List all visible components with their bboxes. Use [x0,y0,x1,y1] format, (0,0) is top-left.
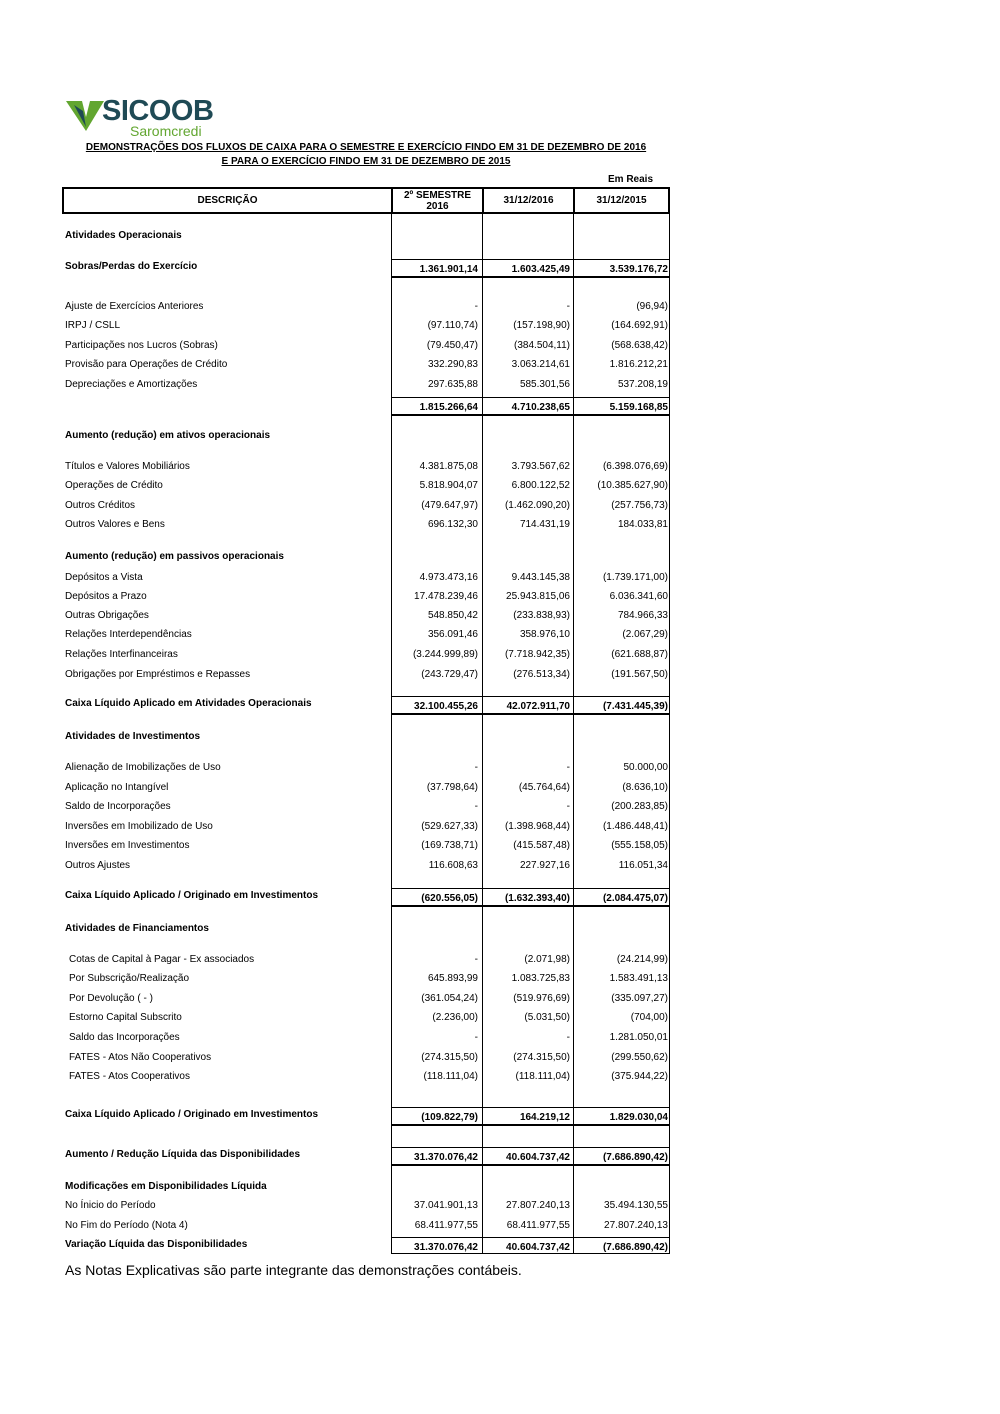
table-row [62,1069,670,1088]
table-row [62,971,670,990]
row-value-1: 297.635,88 [427,379,478,390]
table-row [62,608,670,627]
row-value-1: (79.450,47) [426,340,478,351]
row-value-2: (157.198,90) [513,320,570,331]
table-row [62,729,670,748]
row-label: Participações nos Lucros (Sobras) [65,340,218,351]
row-value-2: (1.398.968,44) [504,821,570,832]
row-value-2: - [566,762,570,773]
row-label: Outros Créditos [65,500,136,511]
row-value-1: 548.850,42 [427,610,478,621]
row-label: Provisão para Operações de Crédito [65,359,228,370]
table-row [62,428,670,447]
row-value-3: 184.033,81 [617,519,668,530]
row-value-3: (568.638,42) [611,340,668,351]
row-value-1: 645.893,99 [427,973,478,984]
row-value-2: 42.072.911,70 [506,701,570,712]
row-value-1: 1.815.266,64 [419,402,478,413]
row-value-3: 537.208,19 [617,379,668,390]
row-label: Cotas de Capital à Pagar - Ex associados [69,954,255,965]
row-value-3: (10.385.627,90) [597,480,668,491]
row-value-2: (45.764,64) [518,782,570,793]
row-value-2: - [566,801,570,812]
table-row [62,397,670,416]
row-value-2: 68.411.977,55 [506,1220,570,1231]
row-value-3: (24.214,99) [616,954,668,965]
row-value-1: (243.729,47) [421,669,478,680]
row-label: No Fim do Período (Nota 4) [65,1220,188,1231]
row-label: Variação Líquida das Disponibilidades [65,1239,248,1250]
row-value-2: (233.838,93) [513,610,570,621]
row-label: Aumento / Redução Líquida das Disponibilidades [65,1149,301,1160]
row-value-1: 17.478.239,46 [414,591,478,602]
row-value-1: 116.608,63 [428,860,478,871]
row-label: Títulos e Valores Mobiliários [65,461,190,472]
row-label: Inversões em Imobilizado de Uso [65,821,213,832]
row-label: FATES - Atos Cooperativos [69,1071,190,1082]
table-row [62,696,670,715]
row-value-3: (1.486.448,41) [602,821,668,832]
row-value-2: 714.431,19 [519,519,570,530]
row-label: Aumento (redução) em passivos operacionais [65,551,284,562]
table-row [62,318,670,337]
table-row [62,627,670,646]
report-title-line-1: DEMONSTRAÇÕES DOS FLUXOS DE CAIXA PARA O SEMESTRE E EXERCÍCIO FINDO EM 31 DE DEZEMBRO DE 2016 [85,142,647,153]
row-value-1: 356.091,46 [427,629,478,640]
row-value-2: 1.083.725,83 [511,973,570,984]
row-value-1: (37.798,64) [426,782,478,793]
table-row [62,589,670,608]
row-label: IRPJ / CSLL [65,320,121,331]
table-row [62,1179,670,1198]
row-value-1: (529.627,33) [421,821,478,832]
row-label: Sobras/Perdas do Exercício [65,261,198,272]
logo-subbrand: Saromcredi [130,123,202,139]
row-value-1: 4.381.875,08 [419,461,478,472]
row-value-1: 31.370.076,42 [414,1242,478,1253]
row-value-2: 164.219,12 [519,1112,570,1123]
table-row [62,780,670,799]
table-row [62,498,670,517]
report-title-line-2: E PARA O EXERCÍCIO FINDO EM 31 DE DEZEMBRO DE 2015 [221,156,511,167]
row-label: Outras Obrigações [65,610,149,621]
table-row [62,1030,670,1049]
row-label: Modificações em Disponibilidades Líquida [65,1181,267,1192]
header-semester: 2º SEMESTRE 2016 [391,187,484,214]
table-row [62,1198,670,1217]
row-label: Relações Interfinanceiras [65,649,178,660]
row-value-1: 32.100.455,26 [414,701,478,712]
row-value-2: (2.071,98) [524,954,570,965]
row-value-1: 37.041.901,13 [414,1200,478,1211]
row-value-1: (97.110,74) [427,320,478,331]
row-label: Por Subscrição/Realização [69,973,190,984]
row-value-3: (164.692,91) [611,320,668,331]
table-row [62,478,670,497]
row-value-2: 1.603.425,49 [511,264,570,275]
row-value-3: (704,00) [630,1012,668,1023]
row-value-3: 784.966,33 [617,610,668,621]
table-row [62,838,670,857]
row-value-1: 5.818.904,07 [419,480,478,491]
row-value-3: 1.816.212,21 [609,359,668,370]
table-row [62,991,670,1010]
row-label: Operações de Crédito [65,480,163,491]
table-row [62,647,670,666]
row-value-1: 31.370.076,42 [414,1152,478,1163]
row-value-3: (555.158,05) [611,840,668,851]
row-label: No Ínicio do Período [65,1200,156,1211]
row-value-2: 358.976,10 [519,629,570,640]
row-value-2: (1.632.393,40) [504,893,570,904]
row-label: Depósitos a Prazo [65,591,147,602]
row-label: Depósitos a Vista [65,572,143,583]
table-row [62,1237,670,1256]
row-value-3: 35.494.130,55 [604,1200,668,1211]
row-label: Caixa Líquido Aplicado em Atividades Operacionais [65,698,312,709]
row-value-3: (621.688,87) [611,649,668,660]
row-value-1: (169.738,71) [421,840,478,851]
row-value-2: 4.710.238,65 [511,402,570,413]
row-value-1: - [474,762,478,773]
table-row [62,357,670,376]
table-row [62,377,670,396]
row-label: FATES - Atos Não Cooperativos [69,1052,212,1063]
row-label: Caixa Líquido Aplicado / Originado em Investimentos [65,1109,319,1120]
table-row [62,338,670,357]
row-value-1: - [474,301,478,312]
row-label: Saldo das Incorporações [69,1032,180,1043]
row-label: Obrigações por Empréstimos e Repasses [65,669,251,680]
row-value-3: 5.159.168,85 [609,402,668,413]
table-row [62,667,670,686]
row-label: Inversões em Investimentos [65,840,190,851]
row-value-3: (7.686.890,42) [602,1242,668,1253]
row-label: Outros Ajustes [65,860,131,871]
row-value-2: 6.800.122,52 [511,480,570,491]
row-value-3: 116.051,34 [618,860,668,871]
row-value-2: (7.718.942,35) [504,649,570,660]
footer-note: As Notas Explicativas são parte integrante das demonstrações contábeis. [65,1262,522,1278]
row-value-2: (415.587,48) [513,840,570,851]
table-row [62,921,670,940]
row-label: Depreciações e Amortizações [65,379,198,390]
table-row [62,228,670,247]
row-value-2: 27.807.240,13 [506,1200,570,1211]
row-value-1: (620.556,05) [421,893,478,904]
row-value-3: 6.036.341,60 [609,591,668,602]
row-value-1: (479.647,97) [421,500,478,511]
row-value-2: (276.513,34) [513,669,570,680]
row-value-3: (96,94) [636,301,668,312]
row-value-2: 3.063.214,61 [511,359,570,370]
row-value-2: (118.111,04) [515,1071,570,1082]
row-value-3: (200.283,85) [611,801,668,812]
row-value-2: - [566,1032,570,1043]
row-value-1: (118.111,04) [423,1071,478,1082]
table-row [62,549,670,568]
row-value-2: 585.301,56 [519,379,570,390]
table-row [62,799,670,818]
table-row [62,858,670,877]
table-row [62,1010,670,1029]
row-label: Aplicação no Intangível [65,782,169,793]
table-row [62,517,670,536]
row-value-1: 696.132,30 [427,519,478,530]
header-2016: 31/12/2016 [482,187,575,214]
table-row [62,1107,670,1126]
row-value-3: (2.084.475,07) [602,893,668,904]
row-value-2: (519.976,69) [513,993,570,1004]
table-row [62,819,670,838]
table-row [62,570,670,589]
row-value-1: 68.411.977,55 [414,1220,478,1231]
table-row [62,459,670,478]
logo-brand: SICOOB [102,95,214,127]
table-row [62,952,670,971]
row-value-2: 40.604.737,42 [506,1152,570,1163]
row-value-3: 27.807.240,13 [604,1220,668,1231]
row-label: Relações Interdependências [65,629,192,640]
row-label: Por Devolução ( - ) [69,993,153,1004]
row-value-1: 332.290,83 [427,359,478,370]
row-label: Ajuste de Exercícios Anteriores [65,301,204,312]
row-value-3: (7.431.445,39) [602,701,668,712]
row-value-2: 3.793.567,62 [511,461,570,472]
sicoob-logo [66,95,216,139]
row-label: Outros Valores e Bens [65,519,165,530]
row-value-2: (1.462.090,20) [504,500,570,511]
row-value-3: 1.829.030,04 [609,1112,668,1123]
row-value-1: (2.236,00) [432,1012,478,1023]
row-value-2: - [566,301,570,312]
table-row [62,259,670,278]
row-value-3: (2.067,29) [622,629,668,640]
row-value-3: (191.567,50) [611,669,668,680]
row-value-2: 40.604.737,42 [506,1242,570,1253]
table-row [62,1218,670,1237]
row-value-2: 227.927,16 [519,860,570,871]
table-row [62,888,670,907]
table-row [62,1050,670,1069]
row-value-1: - [474,954,478,965]
row-value-1: (361.054,24) [421,993,478,1004]
row-value-3: 1.583.491,13 [609,973,668,984]
row-value-3: (335.097,27) [611,993,668,1004]
row-label: Saldo de Incorporações [65,801,171,812]
row-value-1: (109.822,79) [421,1112,478,1123]
header-2015: 31/12/2015 [573,187,670,214]
row-value-1: - [474,1032,478,1043]
row-value-2: (274.315,50) [513,1052,570,1063]
row-value-3: 3.539.176,72 [609,264,668,275]
row-value-3: (7.686.890,42) [602,1152,668,1163]
sicoob-logo-icon [66,99,106,133]
row-label: Estorno Capital Subscrito [69,1012,182,1023]
row-value-1: - [474,801,478,812]
row-label: Alienação de Imobilizações de Uso [65,762,221,773]
table-row [62,1147,670,1166]
row-value-2: (384.504,11) [514,340,570,351]
row-value-3: (299.550,62) [611,1052,668,1063]
row-label: Atividades Operacionais [65,230,182,241]
row-value-3: (6.398.076,69) [602,461,668,472]
row-value-2: (5.031,50) [524,1012,570,1023]
row-value-3: 1.281.050,01 [609,1032,668,1043]
row-value-3: (1.739.171,00) [602,572,668,583]
table-row [62,299,670,318]
header-description: DESCRIÇÃO [62,187,393,214]
row-value-1: (274.315,50) [421,1052,478,1063]
row-value-1: 4.973.473,16 [419,572,478,583]
row-label: Atividades de Financiamentos [65,923,209,934]
row-label: Caixa Líquido Aplicado / Originado em Investimentos [65,890,319,901]
row-value-2: 25.943.815,06 [506,591,570,602]
row-value-3: (375.944,22) [611,1071,668,1082]
row-value-1: 1.361.901,14 [419,264,478,275]
row-value-2: 9.443.145,38 [511,572,570,583]
row-value-3: 50.000,00 [623,762,668,773]
row-value-3: (8.636,10) [622,782,668,793]
row-label: Atividades de Investimentos [65,731,201,742]
table-row [62,760,670,779]
row-label: Aumento (redução) em ativos operacionais [65,430,271,441]
row-value-1: (3.244.999,89) [412,649,478,660]
row-value-3: (257.756,73) [611,500,668,511]
currency-unit: Em Reais [608,174,654,185]
